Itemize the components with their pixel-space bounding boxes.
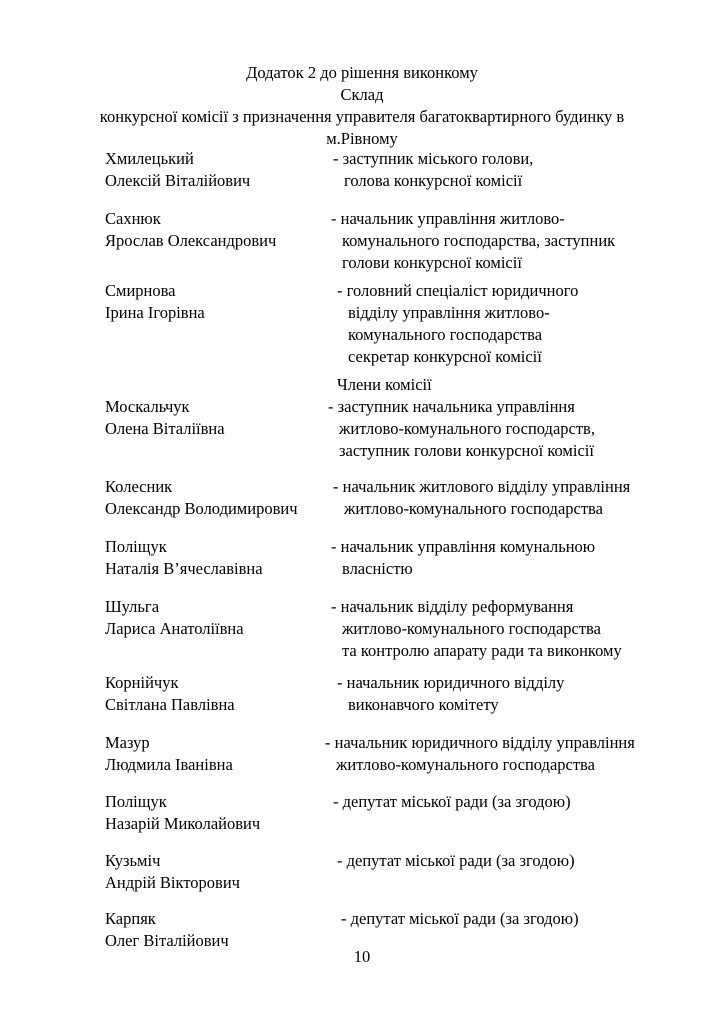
entry-role-line: - начальник управління житлово- (331, 209, 565, 228)
entry-role-line: - начальник житлового відділу управління (333, 477, 631, 496)
entry-role-line: - головний спеціаліст юридичного (337, 281, 579, 300)
entry-surname: Шульга (105, 597, 160, 616)
entry-role (333, 791, 571, 813)
entry-role-line: комунального господарства (348, 325, 543, 344)
entry-surname: Смирнова (105, 281, 176, 300)
entry-role-line: житлово-комунального господарства (344, 499, 603, 518)
entry-role-line: - начальник юридичного відділу управління (325, 733, 635, 752)
entry-given-name: Назарій Миколайович (105, 814, 261, 833)
entry-surname: Колесник (105, 477, 173, 496)
entry-role (325, 732, 635, 776)
entry-role-line: - депутат міської ради (за згодою) (341, 909, 579, 928)
title-line-3: конкурсної комісії з призначення управителя багатоквартирного будинку в (99, 107, 625, 126)
entry-role-line: відділу управління житлово- (348, 303, 550, 322)
entry-name (105, 476, 330, 520)
entry-name (105, 791, 330, 835)
entry-given-name: Ярослав Олександрович (105, 231, 277, 250)
entry-role-line: житлово-комунального господарств, (339, 419, 595, 438)
entry-role-line: голови конкурсної комісії (342, 253, 522, 272)
entry-name (105, 596, 330, 640)
entry-role-line: та контролю апарату ради та виконкому (342, 641, 622, 660)
section-heading-members: Члени комісії (337, 375, 432, 394)
entry-role-line: - начальник відділу реформування (331, 597, 574, 616)
entry-surname: Москальчук (105, 397, 190, 416)
entry-name (105, 396, 330, 440)
entry-given-name: Наталія В’ячеславівна (105, 559, 263, 578)
document-title-block (62, 62, 662, 150)
entry-role-line: - депутат міської ради (за згодою) (337, 851, 575, 870)
entry-role-line: заступник голови конкурсної комісії (339, 441, 594, 460)
entry-role-line: - заступник начальника управління (328, 397, 575, 416)
entry-given-name: Ірина Ігорівна (105, 303, 205, 322)
entry-role (328, 396, 595, 462)
entry-role-line: - начальник юридичного відділу (337, 673, 565, 692)
entry-role-line: житлово-комунального господарства (342, 619, 601, 638)
entry-role (333, 148, 533, 192)
entry-role-line: - заступник міського голови, (333, 149, 534, 168)
entry-role (337, 280, 578, 368)
entry-surname: Карпяк (105, 909, 156, 928)
entry-given-name: Людмила Іванівна (105, 755, 233, 774)
entry-role-line: виконавчого комітету (348, 695, 499, 714)
entry-surname: Кузьміч (105, 851, 161, 870)
entry-name (105, 280, 330, 324)
entry-name (105, 148, 330, 192)
entry-surname: Мазур (105, 733, 150, 752)
entry-name (105, 732, 330, 776)
entry-role (337, 672, 564, 716)
entry-given-name: Андрій Вікторович (105, 873, 240, 892)
entry-role-line: власністю (342, 559, 413, 578)
entry-role-line: секретар конкурсної комісії (348, 347, 542, 366)
title-line-4: м.Рівному (326, 129, 398, 148)
entry-surname: Поліщук (105, 537, 167, 556)
entry-role (337, 850, 575, 872)
entry-role (331, 536, 595, 580)
entry-given-name: Олександр Володимирович (105, 499, 298, 518)
entry-name (105, 672, 330, 716)
entry-given-name: Світлана Павлівна (105, 695, 235, 714)
entry-surname: Корнійчук (105, 673, 179, 692)
entry-role-line: - депутат міської ради (за згодою) (333, 792, 571, 811)
entry-name (105, 850, 330, 894)
entry-role-line: комунального господарства, заступник (342, 231, 616, 250)
entry-role (331, 208, 615, 274)
entry-role (333, 476, 630, 520)
entry-role-line: - начальник управління комунальною (331, 537, 596, 556)
entry-name (105, 208, 330, 252)
title-line-1: Додаток 2 до рішення виконкому (246, 63, 478, 82)
page-number: 10 (353, 947, 371, 966)
entry-name (105, 536, 330, 580)
entry-surname: Сахнюк (105, 209, 161, 228)
entry-role (331, 596, 622, 662)
entry-given-name: Олена Віталіївна (105, 419, 225, 438)
entry-given-name: Олексій Віталійович (105, 171, 251, 190)
title-line-2: Склад (340, 85, 384, 104)
entry-given-name: Лариса Анатоліївна (105, 619, 244, 638)
entry-given-name: Олег Віталійович (105, 931, 229, 950)
entry-surname: Хмилецький (105, 149, 194, 168)
entry-role-line: голова конкурсної комісії (344, 171, 523, 190)
entry-role (341, 908, 579, 930)
entry-surname: Поліщук (105, 792, 167, 811)
entry-role-line: житлово-комунального господарства (336, 755, 595, 774)
